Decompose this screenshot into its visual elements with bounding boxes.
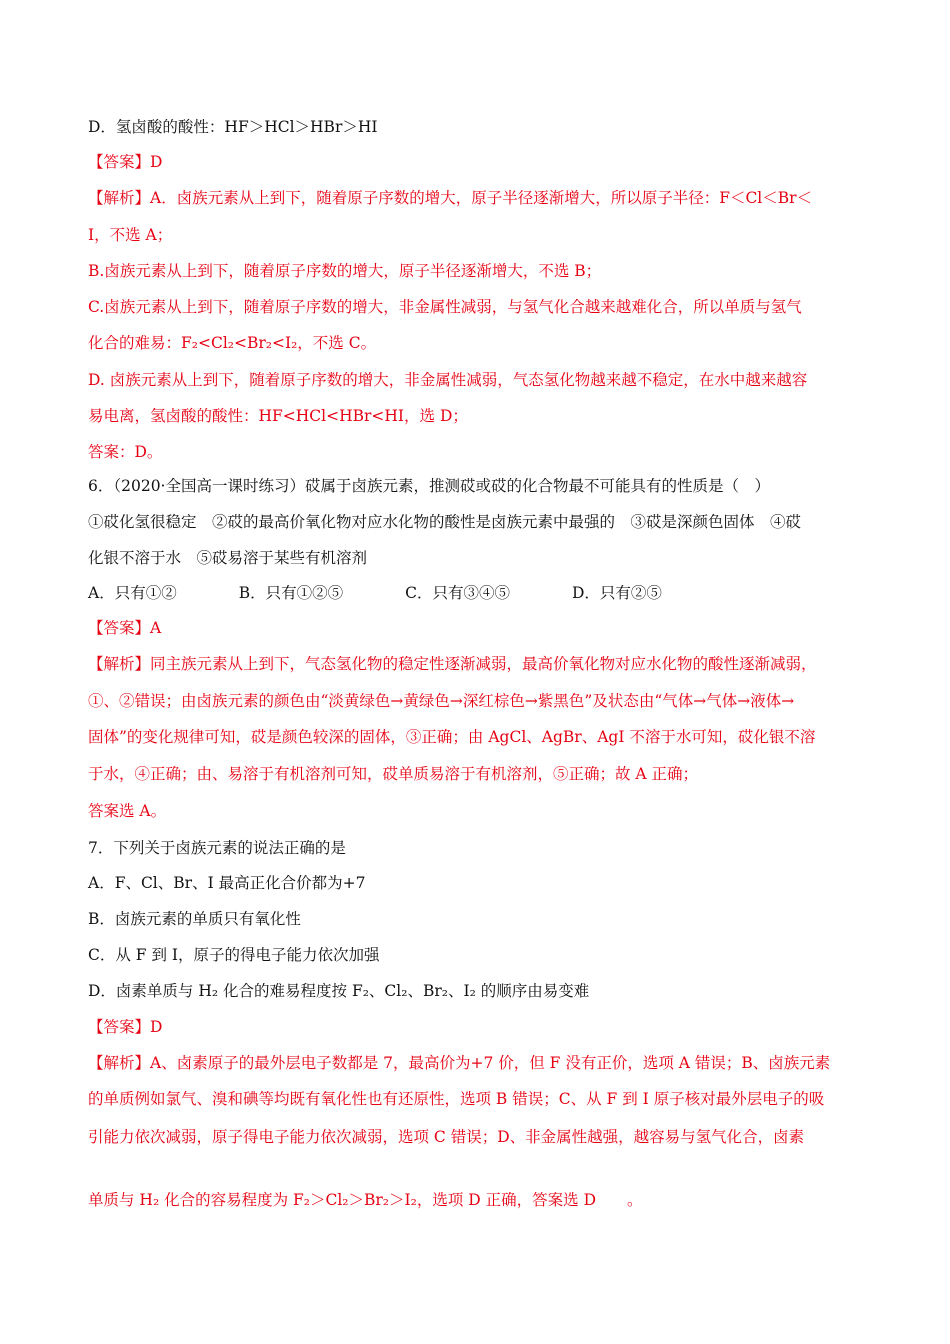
- answer-explanation-line: D. 卤族元素从上到下，随着原子序数的增大，非金属性减弱，气态氢化物越来越不稳定，在水中越来越容: [88, 371, 808, 389]
- answer-explanation-line: 【解析】A．卤族元素从上到下，随着原子序数的增大，原子半径逐渐增大，所以原子半径：F＜Cl＜Br＜: [88, 189, 813, 207]
- question-text-line: A．F、Cl、Br、I 最高正化合价都为+7: [88, 874, 366, 892]
- answer-explanation-line: B.卤族元素从上到下，随着原子序数的增大，原子半径逐渐增大，不选 B；: [88, 262, 602, 280]
- answer-explanation-line: 易电离，氢卤酸的酸性：HF<HCl<HBr<HI，选 D；: [88, 407, 468, 425]
- answer-explanation-line: 固体”的变化规律可知，砹是颜色较深的固体，③正确；由 AgCl、AgBr、AgI 不溶于水可知，砹化银不溶: [88, 728, 816, 746]
- answer-explanation-line: 【答案】A: [88, 619, 162, 637]
- answer-explanation-line: 答案选 A。: [88, 802, 167, 820]
- question-text-line: D．卤素单质与 H₂ 化合的难易程度按 F₂、Cl₂、Br₂、I₂ 的顺序由易变难: [88, 982, 590, 1000]
- question-text-line: C．从 F 到 I，原子的得电子能力依次加强: [88, 946, 380, 964]
- answer-explanation-line: ①、②错误；由卤族元素的颜色由“淡黄绿色→黄绿色→深红棕色→紫黑色”及状态由“气体→气体→液体→: [88, 692, 795, 710]
- answer-explanation-line: 的单质例如氯气、溴和碘等均既有氧化性也有还原性，选项 B 错误；C、从 F 到 I 原子核对最外层电子的吸: [88, 1090, 825, 1108]
- answer-explanation-line: 化合的难易：F₂<Cl₂<Br₂<I₂，不选 C。: [88, 334, 377, 352]
- question-text-line: 6．（2020·全国高一课时练习）砹属于卤族元素，推测砹或砹的化合物最不可能具有的性质是（ ）: [88, 477, 770, 495]
- answer-explanation-line: 引能力依次减弱，原子得电子能力依次减弱，选项 C 错误；D、非金属性越强，越容易与氢气化合，卤素: [88, 1128, 805, 1146]
- question-text-line: A．只有①② B．只有①②⑤ C．只有③④⑤ D．只有②⑤: [88, 584, 662, 602]
- answer-explanation-line: 【答案】D: [88, 1018, 163, 1036]
- answer-explanation-line: 【解析】同主族元素从上到下，气态氢化物的稳定性逐渐减弱，最高价氧化物对应水化物的酸性逐渐减弱，: [88, 655, 817, 673]
- answer-explanation-line: 单质与 H₂ 化合的容易程度为 F₂＞Cl₂＞Br₂＞I₂，选项 D 正确，答案选 D 。: [88, 1191, 643, 1209]
- question-text-line: D．氢卤酸的酸性：HF＞HCl＞HBr＞HI: [88, 118, 378, 136]
- question-text-line: 化银不溶于水 ⑤砹易溶于某些有机溶剂: [88, 549, 368, 567]
- question-text-line: ①砹化氢很稳定 ②砹的最高价氧化物对应水化物的酸性是卤族元素中最强的 ③砹是深颜色固体 ④砹: [88, 513, 802, 531]
- answer-explanation-line: 【答案】D: [88, 153, 163, 171]
- answer-explanation-line: I，不选 A；: [88, 226, 173, 244]
- question-text-line: B．卤族元素的单质只有氧化性: [88, 910, 301, 928]
- answer-explanation-line: C.卤族元素从上到下，随着原子序数的增大，非金属性减弱，与氢气化合越来越难化合，所以单质与氢气: [88, 298, 802, 316]
- question-text-line: 7．下列关于卤族元素的说法正确的是: [88, 839, 346, 857]
- answer-explanation-line: 于水，④正确；由、易溶于有机溶剂可知，砹单质易溶于有机溶剂，⑤正确；故 A 正确；: [88, 765, 699, 783]
- answer-explanation-line: 答案：D。: [88, 443, 163, 461]
- answer-explanation-line: 【解析】A、卤素原子的最外层电子数都是 7，最高价为+7 价，但 F 没有正价，选项 A 错误；B、卤族元素: [88, 1054, 831, 1072]
